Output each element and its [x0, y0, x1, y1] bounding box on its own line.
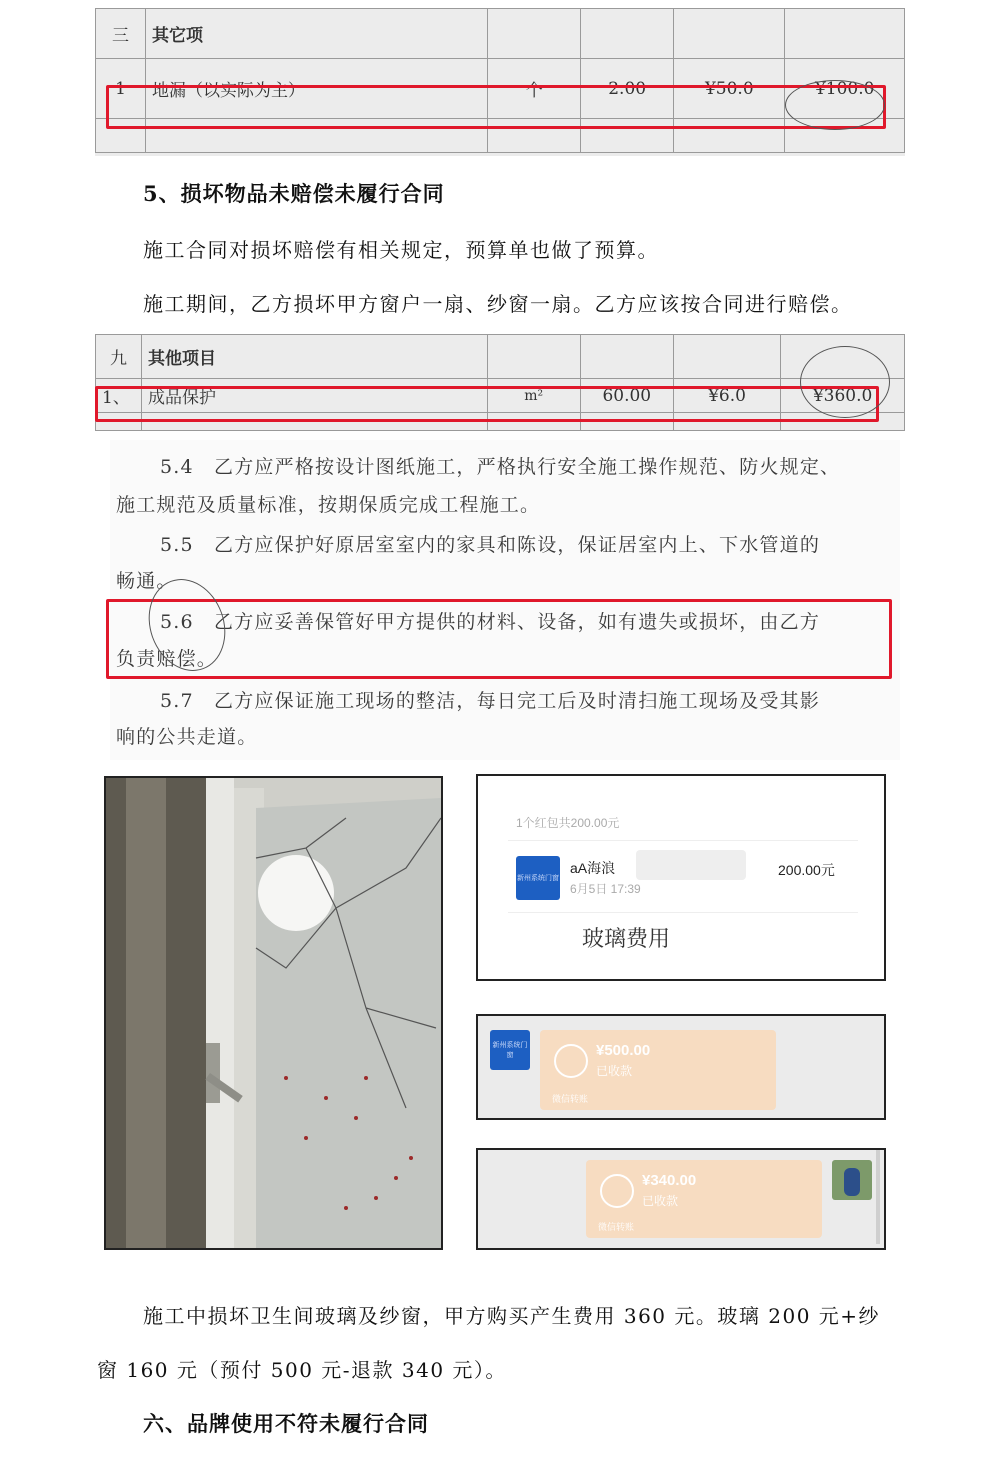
clause-5-6-line1: 5.6 乙方应妥善保管好甲方提供的材料、设备，如有遗失或损坏，由乙方 — [160, 611, 821, 633]
transfer-amount: 200.00元 — [778, 862, 835, 878]
transfer-500-screenshot — [476, 1014, 886, 1120]
sender-avatar: 新州系统门窗 — [516, 856, 560, 900]
transfer-340-screenshot — [476, 1148, 886, 1250]
clause-5-7-line2: 响的公共走道。 — [116, 726, 258, 748]
clause-5-6-line2: 负责赔偿。 — [116, 648, 218, 670]
transfer-340-bubble — [586, 1160, 822, 1238]
transfer-date: 6月5日 17:39 — [570, 882, 641, 896]
section6-heading: 六、品牌使用不符未履行合同 — [143, 1411, 429, 1436]
table1-pen-circle — [785, 80, 885, 130]
table1-row-qty: 2.00 — [581, 59, 674, 119]
table2-row-price: ¥6.0 — [673, 379, 780, 413]
check-circle-icon — [554, 1044, 588, 1078]
table2-row-qty: 60.00 — [580, 379, 673, 413]
table2-row-no: 1、 — [96, 379, 142, 413]
clause-5-4-line2: 施工规范及质量标准，按期保质完成工程施工。 — [116, 494, 541, 516]
section5-paragraph-1: 施工合同对损坏赔偿有相关规定，预算单也做了预算。 — [143, 238, 659, 262]
table1-row-total: ¥100.0 — [785, 59, 905, 119]
red-packet-screenshot — [476, 774, 886, 981]
table2-highlight-box — [95, 386, 879, 422]
transfer-500-bubble — [540, 1030, 776, 1110]
section5-heading: 5、损坏物品未赔偿未履行合同 — [143, 181, 445, 206]
transfer-340-status: 已收款 — [642, 1194, 679, 1208]
transfer-340-footer: 微信转账 — [598, 1222, 635, 1232]
broken-window-photo — [104, 776, 443, 1250]
table1-row-item: 地漏（以实际为主） — [146, 59, 488, 119]
table1-row-price: ¥50.0 — [674, 59, 785, 119]
table2-pen-circle — [800, 346, 890, 418]
recipient-avatar — [832, 1160, 872, 1200]
budget-table-1-scan — [95, 8, 905, 156]
transfer-500-footer: 微信转账 — [552, 1094, 589, 1104]
red-packet-summary: 1个红包共200.00元 — [516, 816, 620, 830]
clause-5-5-line1: 5.5 乙方应保护好原居室室内的家具和陈设，保证居室内上、下水管道的 — [160, 534, 821, 556]
sender-name: aA海浪 — [570, 860, 616, 876]
table1-header-no: 三 — [96, 9, 146, 59]
table1-row-unit: 个 — [488, 59, 581, 119]
budget-table-1 — [95, 8, 905, 153]
bottom-paragraph-line1: 施工中损坏卫生间玻璃及纱窗，甲方购买产生费用 360 元。玻璃 200 元+纱 — [143, 1304, 881, 1328]
payment-note: 玻璃费用 — [582, 926, 671, 951]
table2-header-label: 其他项目 — [142, 335, 488, 379]
payer-avatar: 新州系统门窗 — [490, 1030, 530, 1070]
clause-5-4-line1: 5.4 乙方应严格按设计图纸施工，严格执行安全施工操作规范、防火规定、 — [160, 456, 841, 478]
table2-row-item: 成品保护 — [142, 379, 488, 413]
table1-row-no: 1 — [96, 59, 146, 119]
table1-header-label: 其它项 — [146, 9, 488, 59]
broken-glass-illustration — [106, 778, 441, 1248]
scrollbar[interactable] — [876, 1150, 880, 1244]
redacted-area — [636, 850, 746, 880]
transfer-500-amount: ¥500.00 — [596, 1042, 651, 1059]
table2-row-total: ¥360.0 — [781, 379, 905, 413]
table2-row-unit: m² — [487, 379, 580, 413]
bottom-paragraph-line2: 窗 160 元（预付 500 元-退款 340 元）。 — [97, 1358, 507, 1382]
check-circle-icon — [600, 1174, 634, 1208]
table1-highlight-box — [106, 85, 886, 129]
clause-5-5-line2: 畅通。 — [116, 570, 177, 592]
clause-5-7-line1: 5.7 乙方应保证施工现场的整洁，每日完工后及时清扫施工现场及受其影 — [160, 690, 821, 712]
transfer-500-status: 已收款 — [596, 1064, 633, 1078]
section5-paragraph-2: 施工期间，乙方损坏甲方窗户一扇、纱窗一扇。乙方应该按合同进行赔偿。 — [143, 292, 853, 316]
transfer-340-amount: ¥340.00 — [642, 1172, 697, 1189]
table2-header-no: 九 — [96, 335, 142, 379]
